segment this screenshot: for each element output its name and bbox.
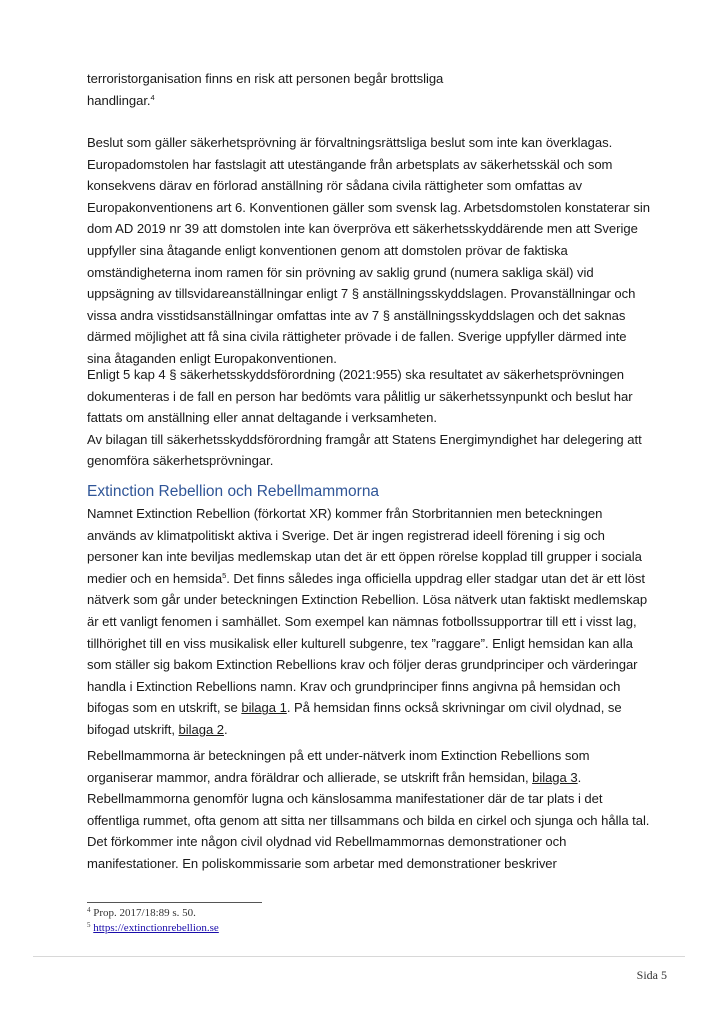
bilaga-1-link[interactable]: bilaga 1: [241, 700, 287, 716]
text-line: Rebellmammorna genomför lugna och känslosamma manifestationer där de tar plats i det: [87, 791, 603, 807]
text-line: tillhörighet till en viss musikalisk eller kulturell subgenre, tex ”raggare”. Enligt hemsidan kan alla: [87, 635, 633, 651]
text-span: . På hemsidan finns också skrivningar om civil olydnad, se: [286, 700, 622, 716]
text-line: [87, 568, 645, 590]
text-line: vissa andra visstidsanställningar omfattas inte av 7 § anställningsskyddslagen och det saknas: [87, 307, 626, 323]
text-line: uppfyller sina åtagande enligt konventionen genom att domstolen prövar de faktiska: [87, 242, 568, 258]
paragraph-security-ordinance: [87, 364, 642, 472]
text-line: genomföra säkerhetsprövningar.: [87, 453, 274, 469]
text-line: fattats om anställning eller annat deltagande i verksamheten.: [87, 410, 437, 426]
text-line: [87, 90, 637, 112]
footnote-number: 5: [87, 921, 91, 929]
footnote-number: 4: [87, 906, 91, 914]
footnote-text: Prop. 2017/18:89 s. 50.: [93, 907, 196, 919]
text-line: dom AD 2019 nr 39 att domstolen inte kan överpröva ett säkerhetsskyddärende men att Sverige: [87, 221, 638, 237]
text-line: är ett vanligt fenomen i samhället. Som exempel kan nämnas fotbollssupportrar till ett i visst lag,: [87, 613, 637, 629]
text-line: personer kan inte beviljas medlemskap utan det är ett öppen rörelse kopplad till grupper i sociala: [87, 549, 642, 565]
paragraph-rebellmammorna: [87, 745, 650, 875]
text-line: därmed möjlighet att få sina civila rättigheter prövade i de fallen. Sverige uppfyller därmed inte: [87, 329, 627, 345]
text-span: organiserar mammor, andra föräldrar och allierade, se utskrift från hemsidan,: [87, 769, 533, 785]
text-line: nätverk som går under beteckningen Extinction Rebellion. Lösa nätverk utan faktiskt medlemskap: [87, 592, 648, 608]
text-line: Namnet Extinction Rebellion (förkortat XR) kommer från Storbritannien men beteckningen: [87, 506, 603, 521]
text-span: medier och en hemsida: [87, 570, 223, 586]
text-span: . Det finns således inga officiella uppdrag eller stadgar utan det är ett löst: [226, 570, 645, 586]
footnote-item: [87, 906, 219, 921]
text-line: Av bilagan till säkerhetsskyddsförordning framgår att Statens Energimyndighet har delegering att: [87, 431, 642, 447]
text-span: bifogas som en utskrift, se: [87, 700, 242, 716]
footnote-ref[interactable]: 4: [150, 92, 155, 102]
text-line: manifestationer. En poliskommissarie som arbetar med demonstrationer beskriver: [87, 855, 557, 871]
footnote-separator: [87, 902, 262, 903]
paragraph-extinction-rebellion: [87, 503, 648, 741]
text-line: Beslut som gäller säkerhetsprövning är förvaltningsrättsliga beslut som inte kan överklagas.: [87, 135, 613, 150]
section-heading: Extinction Rebellion och Rebellmammorna: [87, 483, 380, 500]
text-line: Europakonventionens art 6. Konventionen gäller som svensk lag. Arbetsdomstolen konstaterar sin: [87, 199, 651, 215]
text-line: [87, 719, 637, 741]
text-line: används av klimatpolitiskt aktiva i Sverige. Det är ingen registrerad ideell förening i sig och: [87, 527, 605, 543]
bilaga-2-link[interactable]: bilaga 2: [178, 721, 224, 737]
text-line: sina åtaganden enligt Europakonventionen.: [87, 350, 337, 366]
footnote-item: [87, 921, 219, 936]
text-line: handla i Extinction Rebellions namn. Krav och grundprinciper finns angivna på hemsidan och: [87, 678, 621, 694]
text-line: omständigheterna inom ramen för sin prövning av saklig grund (numera sakliga skäl) vid: [87, 264, 594, 280]
text-span: handlingar.: [87, 92, 151, 108]
footnote-ref[interactable]: 5: [222, 570, 227, 580]
text-span: .: [224, 721, 228, 737]
text-line: uppsägning av tillsvidareanställningar enligt 7 § anställningsskyddslagen. Provanställningar och: [87, 286, 636, 302]
text-line: Det förkommer inte någon civil olydnad vid Rebellmammornas demonstrationer och: [87, 834, 567, 850]
text-line: som ställer sig bakom Extinction Rebellions krav och följer deras grundprinciper och värderingar: [87, 657, 638, 673]
intro-paragraph: [87, 68, 637, 111]
text-line: offentliga rummet, ofta genom att sitta ner tillsammans och bilda en cirkel och sjunga och hålla tal.: [87, 812, 650, 828]
text-line: [87, 767, 637, 789]
text-line: [87, 697, 637, 719]
footnote-url-link[interactable]: https://extinctionrebellion.se: [93, 922, 219, 934]
text-line: Rebellmammorna är beteckningen på ett under-nätverk inom Extinction Rebellions som: [87, 748, 590, 763]
text-line: Enligt 5 kap 4 § säkerhetsskyddsförordning (2021:955) ska resultatet av säkerhetsprövningen: [87, 367, 624, 382]
footnotes: [87, 906, 219, 936]
text-line: Europadomstolen har fastslagit att utestängande från arbetsplats av säkerhetsskäl och som: [87, 156, 613, 172]
text-line: terroristorganisation finns en risk att personen begår brottsliga: [87, 71, 444, 86]
page-number: Sida 5: [636, 968, 667, 982]
paragraph-security-vetting: [87, 132, 651, 370]
text-span: bifogad utskrift,: [87, 721, 179, 737]
text-span: .: [577, 769, 582, 785]
footer-divider: [33, 956, 685, 957]
text-line: konsekvens därav en förlorad anställning rör sådana civila rättigheter som omfattas av: [87, 178, 582, 194]
text-line: dokumenteras i de fall en person har bedömts vara pålitlig ur säkerhetssynpunkt och beslut har: [87, 388, 633, 404]
bilaga-3-link[interactable]: bilaga 3: [532, 769, 578, 785]
